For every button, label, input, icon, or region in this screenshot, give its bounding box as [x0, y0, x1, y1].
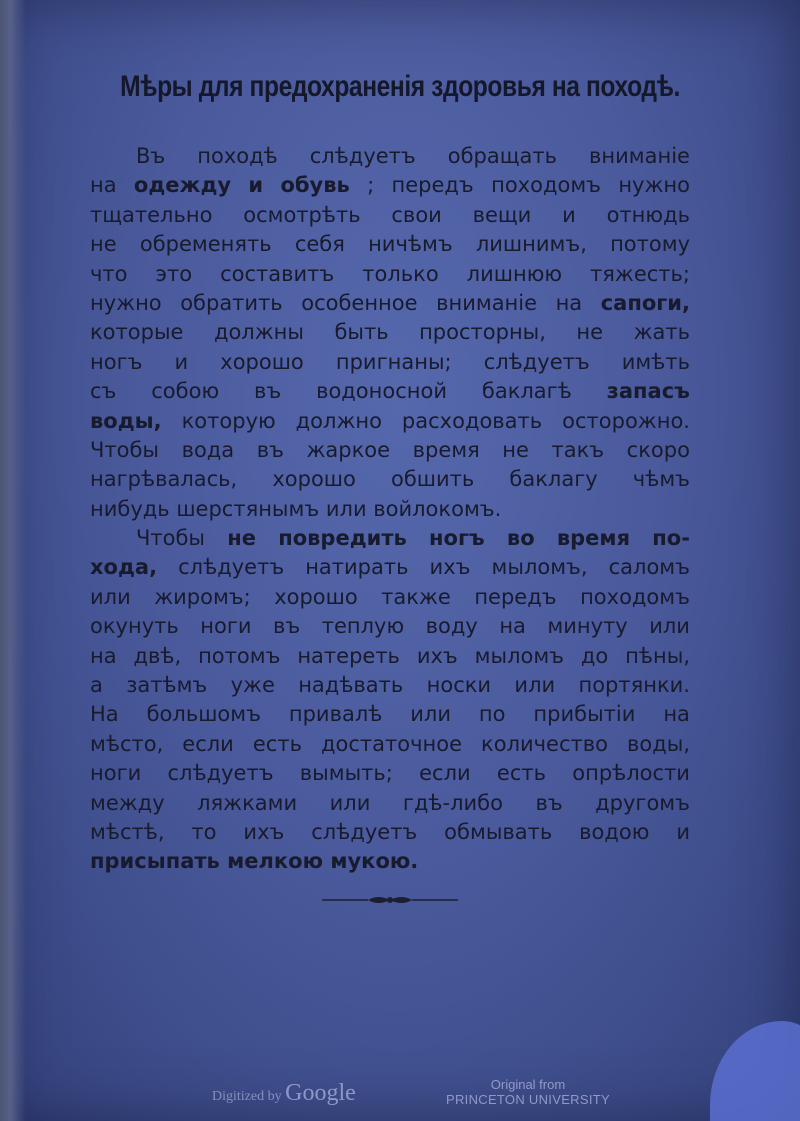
- text-line: [90, 818, 690, 847]
- text-run: есть: [496, 761, 546, 786]
- text-line: [90, 495, 690, 524]
- text-line: [90, 436, 690, 465]
- bold-phrase: во: [506, 526, 535, 551]
- text-run: лишнюю: [466, 261, 563, 286]
- text-run: гдѣ-либо: [402, 790, 503, 815]
- bold-phrase: по-: [652, 526, 690, 551]
- text-run: такъ: [551, 437, 605, 462]
- text-run: на: [90, 173, 117, 198]
- text-run: Чтобы: [136, 526, 206, 551]
- bold-phrase: повредить: [278, 526, 407, 551]
- text-run: баклагѣ: [481, 379, 572, 404]
- page-corner-damage: [710, 1021, 800, 1121]
- text-run: походѣ: [197, 144, 278, 168]
- bold-phrase: сапоги,: [600, 290, 690, 315]
- text-run: Чтобы: [90, 437, 160, 462]
- text-run: просторны,: [419, 320, 546, 345]
- text-run: пригнаны;: [335, 349, 452, 374]
- original-from-label: Original from: [490, 1077, 566, 1092]
- google-logo: Google: [285, 1080, 356, 1106]
- text-line: [90, 730, 690, 759]
- body-text: [90, 142, 690, 877]
- text-run: походомъ: [580, 584, 690, 609]
- bold-phrase: присыпать мелкою мукою.: [90, 849, 419, 874]
- paragraph-1: [90, 142, 690, 524]
- text-run: обременять: [139, 232, 272, 257]
- text-run: ихъ: [429, 555, 471, 580]
- text-run: на: [663, 702, 690, 727]
- text-run: потому: [610, 232, 690, 257]
- text-run: жаркое: [306, 437, 391, 462]
- text-run: слѣдуетъ: [167, 761, 274, 786]
- text-run: быть: [334, 320, 389, 345]
- bold-phrase: и: [248, 173, 264, 198]
- text-run: если: [419, 761, 471, 786]
- text-run: опрѣлости: [572, 761, 690, 786]
- text-run: минуту: [547, 614, 628, 639]
- text-line: [90, 260, 690, 289]
- text-run: мыломъ: [474, 643, 565, 668]
- bold-phrase: обувь: [280, 173, 350, 198]
- text-run: чѣмъ: [632, 467, 690, 492]
- text-run: на: [499, 614, 526, 639]
- text-line: [90, 789, 690, 818]
- text-run: воды,: [627, 731, 690, 756]
- text-run: должно: [295, 408, 382, 433]
- text-run: водоносной: [316, 379, 448, 404]
- text-run: обращать: [447, 144, 558, 168]
- text-line: [90, 553, 690, 582]
- text-run: хорошо: [274, 584, 358, 609]
- text-run: въ: [273, 614, 301, 639]
- text-run: ноги: [200, 614, 252, 639]
- text-run: вода: [181, 437, 235, 462]
- text-run: и: [174, 349, 189, 374]
- text-run: или: [410, 702, 451, 727]
- text-run: нибудь шерстянымъ или войлокомъ.: [90, 496, 502, 521]
- text-run: ноги: [90, 761, 142, 786]
- text-run: носки: [426, 673, 492, 698]
- text-run: натереть: [297, 643, 400, 668]
- page-title: Мѣры для предохраненія здоровья на походѣ.: [120, 70, 680, 103]
- text-run: въ: [535, 790, 563, 815]
- text-run: слѣдуетъ: [483, 349, 590, 374]
- text-line: [90, 377, 690, 406]
- text-run: надѣвать: [298, 673, 404, 698]
- text-run: тщательно: [90, 202, 213, 227]
- text-run: а: [90, 673, 103, 698]
- text-run: уже: [230, 673, 275, 698]
- paragraph-2: [90, 524, 690, 877]
- text-run: Въ: [136, 144, 166, 168]
- text-line: [90, 583, 690, 612]
- text-line: [90, 642, 690, 671]
- text-run: теплую: [321, 614, 405, 639]
- text-run: саломъ: [608, 555, 690, 580]
- text-run: осмотрѣть: [243, 202, 361, 227]
- digitized-by-label: Digitized by: [212, 1089, 282, 1104]
- text-run: это: [155, 261, 193, 286]
- text-run: на: [555, 290, 583, 315]
- text-run: или: [90, 584, 131, 609]
- text-run: хорошо: [272, 467, 356, 492]
- text-run: слѣдуетъ: [309, 144, 416, 168]
- text-run: ихъ: [243, 819, 285, 844]
- text-run: ничѣмъ: [368, 232, 453, 257]
- text-run: количество: [481, 731, 608, 756]
- text-run: водою: [579, 819, 650, 844]
- text-run: воду: [425, 614, 478, 639]
- bold-phrase: запасъ: [606, 379, 690, 404]
- text-line: [90, 465, 690, 494]
- text-run: двѣ,: [133, 643, 182, 668]
- text-run: по: [478, 702, 506, 727]
- text-run: свои: [391, 202, 442, 227]
- text-line: [90, 142, 690, 171]
- text-run: до: [580, 643, 609, 668]
- text-run: обмывать: [444, 819, 553, 844]
- text-run: и: [562, 202, 576, 227]
- text-run: нужно: [618, 173, 690, 198]
- text-run: особенное: [301, 290, 418, 315]
- text-line: [90, 847, 690, 876]
- bold-phrase: одежду: [133, 173, 232, 198]
- text-run: обшить: [391, 467, 475, 492]
- text-run: не: [502, 437, 529, 462]
- text-run: въ: [253, 379, 282, 404]
- text-run: ляжками: [197, 790, 298, 815]
- digitized-by-watermark: [212, 1080, 356, 1107]
- text-run: обратить: [180, 290, 283, 315]
- text-run: расходовать: [401, 408, 543, 433]
- text-run: достаточное: [320, 731, 462, 756]
- text-run: нагрѣвалась,: [90, 467, 238, 492]
- text-run: прибытіи: [533, 702, 636, 727]
- text-run: другомъ: [595, 790, 690, 815]
- text-run: ногъ: [90, 349, 143, 374]
- text-run: также: [381, 584, 451, 609]
- text-run: или: [329, 790, 371, 815]
- text-line: [90, 289, 690, 318]
- text-run: на: [90, 643, 117, 668]
- text-run: есть: [252, 731, 302, 756]
- text-run: тяжесть;: [590, 261, 690, 286]
- text-run: портянки.: [578, 673, 690, 698]
- text-line: [90, 612, 690, 641]
- text-run: въ: [256, 437, 284, 462]
- text-run: большомъ: [146, 702, 261, 727]
- text-run: лишнимъ,: [475, 232, 587, 257]
- text-run: баклагу: [509, 467, 598, 492]
- text-run: вниманіе: [589, 144, 690, 168]
- text-line: [90, 230, 690, 259]
- text-line: [90, 671, 690, 700]
- text-run: нужно: [90, 290, 162, 315]
- text-run: мѣстѣ,: [90, 819, 165, 844]
- text-run: передъ: [391, 173, 474, 198]
- bold-phrase: воды,: [90, 408, 162, 433]
- text-run: вещи: [472, 202, 532, 227]
- text-run: На: [90, 702, 119, 727]
- text-run: должны: [213, 320, 304, 345]
- text-run: съ: [90, 379, 117, 404]
- text-run: слѣдуетъ: [311, 819, 418, 844]
- text-run: отнюдь: [606, 202, 690, 227]
- text-run: потомъ: [198, 643, 281, 668]
- page-left-edge: [0, 0, 26, 1121]
- text-run: вниманіе: [436, 290, 538, 315]
- text-line: [90, 201, 690, 230]
- text-run: имѣть: [621, 349, 690, 374]
- text-run: жать: [633, 320, 690, 345]
- text-run: мѣсто,: [90, 731, 164, 756]
- text-run: время: [412, 437, 480, 462]
- bold-phrase: не: [227, 526, 256, 551]
- text-line: [90, 700, 690, 729]
- text-run: жиромъ;: [154, 584, 251, 609]
- original-from-watermark: [446, 1077, 610, 1107]
- text-run: мыломъ,: [491, 555, 588, 580]
- text-run: или: [649, 614, 690, 639]
- text-run: походомъ: [491, 173, 601, 198]
- text-run: не: [576, 320, 604, 345]
- text-run: натирать: [305, 555, 409, 580]
- text-run: вымыть;: [299, 761, 393, 786]
- text-run: которые: [90, 320, 184, 345]
- bold-phrase: время: [556, 526, 631, 551]
- text-run: затѣмъ: [126, 673, 208, 698]
- text-run: что: [90, 261, 128, 286]
- text-run: осторожно.: [562, 408, 690, 433]
- text-line: [90, 524, 690, 553]
- text-run: собою: [151, 379, 220, 404]
- text-run: только: [362, 261, 439, 286]
- bold-phrase: хода,: [90, 555, 158, 580]
- text-line: [90, 348, 690, 377]
- text-run: между: [90, 790, 165, 815]
- text-run: хорошо: [220, 349, 304, 374]
- text-run: передъ: [474, 584, 557, 609]
- text-run: или: [514, 673, 556, 698]
- text-run: которую: [181, 408, 276, 433]
- text-line: [90, 171, 690, 200]
- text-run: составитъ: [220, 261, 335, 286]
- text-run: не: [90, 232, 117, 257]
- text-line: [90, 759, 690, 788]
- text-line: [90, 407, 690, 436]
- text-run: и: [676, 819, 690, 844]
- text-run: себя: [294, 232, 345, 257]
- text-run: то: [191, 819, 217, 844]
- ornament-divider-icon: [320, 890, 460, 910]
- institution-label: PRINCETON UNIVERSITY: [446, 1092, 610, 1107]
- text-line: [90, 318, 690, 347]
- text-run: если: [182, 731, 234, 756]
- text-run: окунуть: [90, 614, 179, 639]
- text-run: слѣдуетъ: [178, 555, 285, 580]
- text-run: пѣны,: [625, 643, 690, 668]
- text-run: ;: [367, 173, 375, 198]
- text-run: ихъ: [416, 643, 458, 668]
- bold-phrase: ногъ: [429, 526, 485, 551]
- text-run: привалѣ: [288, 702, 383, 727]
- text-run: скоро: [626, 437, 690, 462]
